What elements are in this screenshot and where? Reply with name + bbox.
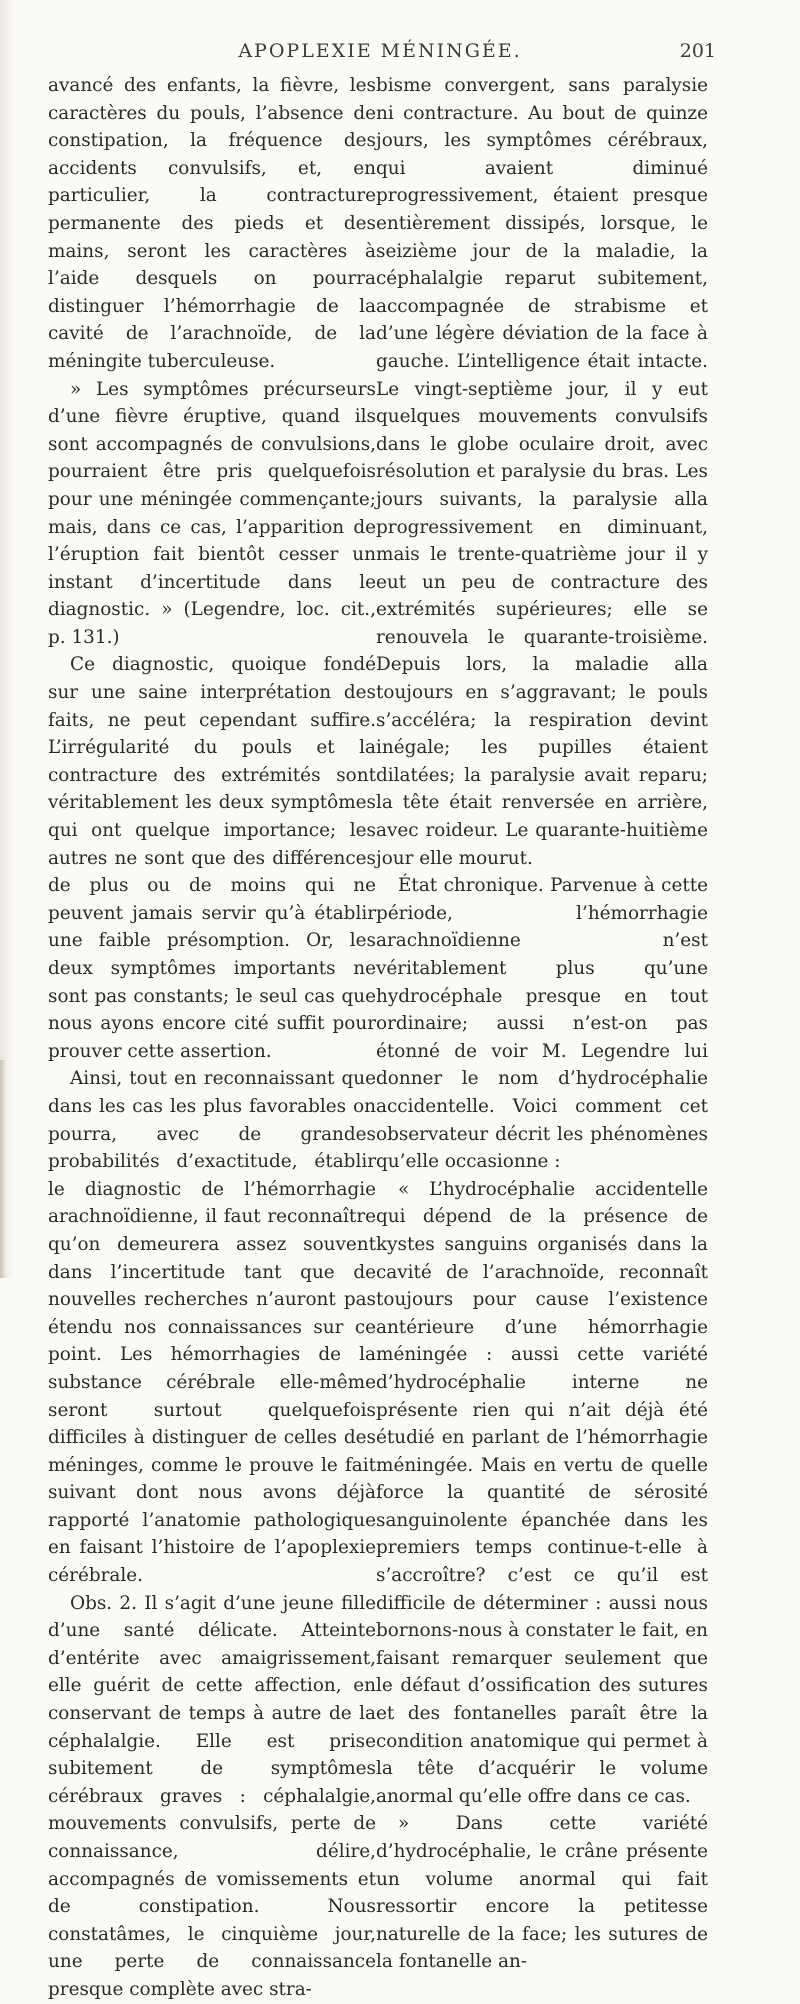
paragraph: « L’hydrocéphalie accidentelle qui dépend de la présence de kystes sanguins organisés dans la cavité de l’arachnoïde, reconnaît toujours pour cause l’existence antérieure d’une hémorrhagie méningée : aussi cette variété d’hydrocéphalie interne ne présente rien qui n’ait déjà été étudié en parlant de l’hémorrhagie méningée. Mais en vertu de quelle force la quantité de sérosité sanguinolente épanchée dans les premiers temps continue-t-elle à s’accroître? c’est ce qu’il est difficile de déterminer : aussi nous bornons-nous à constater le fait, en faisant remarquer seulement que le défaut d’ossification des sutures et des fontanelles paraît être la condition anatomique qui permet à la tête d’acquérir le volume anormal qu’elle offre dans ce cas. [376,1178,708,1807]
paragraph: Ce diagnostic, quoique fondé sur une saine interprétation des faits, ne peut cependant suffire. L’irrégularité du pouls et la contracture des extrémités sont véritablement les deux symptômes qui ont quelque importance; les autres ne sont que des différences de plus ou de moins qui ne peuvent jamais servir qu’à établir une faible présomption. Or, les deux symptômes importants ne sont pas constants; le seul cas que nous ayons encore cité suffit pour prouver cette assertion. [48,654,376,1062]
left-column [48,72,376,2004]
paragraph: » Dans cette variété d’hydrocéphalie, le crâne présente un volume anormal qui fait ressortir encore la petitesse naturelle de la face; les sutures de la fontanelle an- [376,1813,708,1973]
paragraph: État chronique. Parvenue à cette période, l’hémorrhagie arachnoïdienne n’est véritablement plus qu’une hydrocéphale presque en tout ordinaire; aussi n’est-on pas étonné de voir M. Legendre lui donner le nom d’hydrocéphalie accidentelle. Voici comment cet observateur décrit les phénomènes qu’elle occasionne : [376,875,708,1173]
right-column [376,72,708,1976]
page-edge [0,1060,6,1278]
running-title: APOPLEXIE MÉNINGÉE. [238,40,522,62]
running-head [0,40,800,70]
paragraph: bisme convergent, sans paralysie ni contracture. Au bout de quinze jours, les symptômes cérébraux, qui avaient diminué progressivement, étaient presque entièrement dissipés, lorsque, le seizième jour de la maladie, la céphalalgie reparut subitement, accompagnée de strabisme et d’une légère déviation de la face à gauche. L’intelligence était intacte. Le vingt-septième jour, il y eut quelques mouvements convulsifs dans le globe oculaire droit, avec résolution et paralysie du bras. Les jours suivants, la paralysie alla progressivement en diminuant, mais le trente-quatrième jour il y eut un peu de contracture des extrémités supérieures; elle se renouvela le quarante-troisième. Depuis lors, la maladie alla toujours en s’aggravant; le pouls s’accéléra; la respiration devint inégale; les pupilles étaient dilatées; la paralysie avait reparu; la tête était renversée en arrière, avec roideur. Le quarante-huitième jour elle mourut. [376,75,708,869]
paragraph: avancé des enfants, la fièvre, les caractères du pouls, l’absence de constipation, la fréquence des accidents convulsifs, et, en particulier, la contracture permanente des pieds et des mains, seront les caractères à l’aide desquels on pourra distinguer l’hémorrhagie de la cavité de l’arachnoïde, de la méningite tuberculeuse. [48,75,376,372]
paragraph: » Les symptômes précurseurs d’une fièvre éruptive, quand ils sont accompagnés de convulsions, pourraient être pris quelquefois pour une méningée commençante; mais, dans ce cas, l’apparition de l’éruption fait bientôt cesser un instant d’incertitude dans le diagnostic. » (Legendre, loc. cit., p. 131.) [48,378,376,648]
page-number: 201 [679,40,716,62]
paragraph: Ainsi, tout en reconnaissant que dans les cas les plus favorables on pourra, avec de grandes probabilités d’exactitude, établir le diagnostic de l’hémorrhagie arachnoïdienne, il faut reconnaître qu’on demeurera assez souvent dans l’incertitude tant que de nouvelles recherches n’auront pas étendu nos connaissances sur ce point. Les hémorrhagies de la substance cérébrale elle-même seront surtout quelquefois difficiles à distinguer de celles des méninges, comme le prouve le fait suivant dont nous avons déjà rapporté l’anatomie pathologique en faisant l’histoire de l’apoplexie cérébrale. [48,1068,376,1587]
paragraph: Obs. 2. Il s’agit d’une jeune fille d’une santé délicate. Atteinte d’entérite avec amaigrissement, elle guérit de cette affection, en conservant de temps à autre de la céphalalgie. Elle est prise subitement de symptômes cérébraux graves : céphalalgie, mouvements convulsifs, perte de connaissance, délire, accompagnés de vomissements et de constipation. Nous constatâmes, le cinquième jour, une perte de connaissance presque complète avec stra- [48,1592,376,2000]
